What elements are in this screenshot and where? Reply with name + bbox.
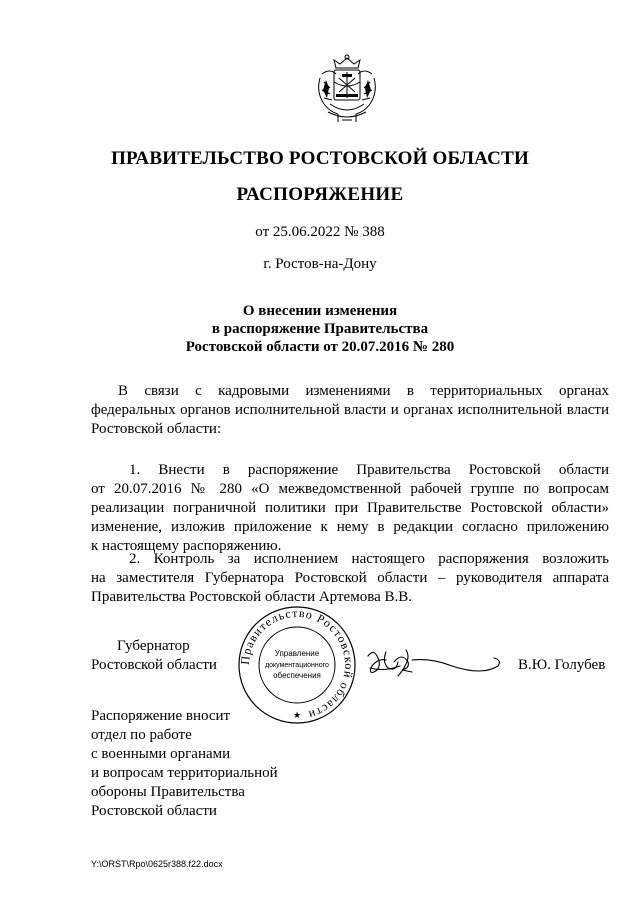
subject-line: О внесении изменения xyxy=(242,303,398,319)
coat-of-arms-emblem xyxy=(312,52,382,124)
document-city: г. Ростов-на-Дону xyxy=(263,256,377,272)
stamp-center-line: обеспечения xyxy=(273,671,321,680)
text-line: 2. Контроль за исполнением настоящего распоряжения возложить xyxy=(129,551,609,567)
preamble-paragraph xyxy=(91,382,609,439)
text-line: В связи с кадровыми изменениями в территориальных органах xyxy=(118,383,609,399)
signer-name: В.Ю. Голубев xyxy=(518,657,606,673)
submitted-by-block xyxy=(91,707,278,821)
signer-position-line1: Губернатор xyxy=(117,638,190,654)
submitted-by-line: обороны Правительства xyxy=(91,784,245,800)
submitted-by-line: и вопросам территориальной xyxy=(91,765,278,781)
stamp-ring-text: Правительство Ростовской области xyxy=(237,605,357,723)
submitted-by-line: Ростовской области xyxy=(91,803,217,819)
document-date-number: от 25.06.2022 № 388 xyxy=(255,224,385,240)
stamp-center-line: Управление xyxy=(274,649,320,658)
stamp-star-icon: ★ xyxy=(292,710,302,720)
text-line: Ростовской области: xyxy=(91,421,222,437)
signer-position-line2: Ростовской области xyxy=(91,657,217,673)
handwritten-signature xyxy=(364,642,504,682)
stamp-center-line: документационного xyxy=(265,662,329,669)
text-line: 1. Внести в распоряжение Правительства Ростовской области xyxy=(129,462,609,478)
document-type: РАСПОРЯЖЕНИЕ xyxy=(236,184,404,205)
item-2-paragraph xyxy=(91,550,609,607)
document-subject xyxy=(0,302,640,356)
subject-line: Ростовской области от 20.07.2016 № 280 xyxy=(185,339,455,355)
text-line: к настоящему распоряжению. xyxy=(91,538,282,554)
item-1-paragraph xyxy=(91,461,609,556)
organization-title: ПРАВИТЕЛЬСТВО РОСТОВСКОЙ ОБЛАСТИ xyxy=(111,148,529,169)
text-line: Правительства Ростовской области Артемова В.В. xyxy=(91,589,412,605)
text-line: на заместителя Губернатора Ростовской области – руководителя аппарата xyxy=(91,570,609,586)
submitted-by-line: с военными органами xyxy=(91,746,231,762)
text-line: изменение, изложив приложение к нему в редакции согласно приложению xyxy=(91,519,609,535)
file-path-footer: Y:\ORST\Rpo\0625r388.f22.docx xyxy=(91,859,223,869)
subject-line: в распоряжение Правительства xyxy=(211,321,429,337)
submitted-by-line: Распоряжение вносит xyxy=(91,708,231,724)
text-line: федеральных органов исполнительной власти и органах исполнительной власти xyxy=(91,402,609,418)
text-line: реализации пограничной политики при Правительстве Ростовской области» xyxy=(91,500,609,516)
submitted-by-line: отдел по работе xyxy=(91,727,192,743)
text-line: от 20.07.2016 № 280 «О межведомственной рабочей группе по вопросам xyxy=(91,481,609,497)
